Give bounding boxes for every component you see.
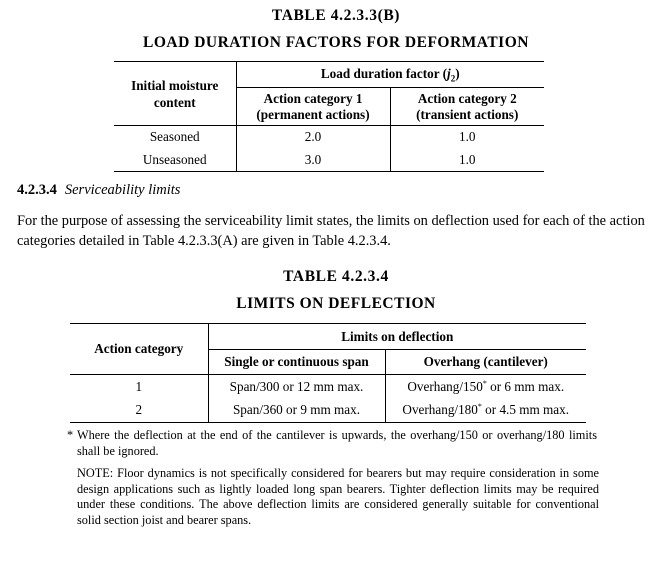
table-row [114, 126, 544, 149]
footnote-text: Where the deflection at the end of the cantilever is upwards, the overhang/150 or overhang/180 limits shall be ignored. [77, 428, 597, 458]
cell-overhang: Overhang/180* or 4.5 mm max. [385, 399, 586, 423]
cell-cat2: 1.0 [390, 126, 544, 149]
row-label: Unseasoned [114, 149, 236, 172]
table1-col2-header: Action category 2 (transient actions) [390, 88, 544, 126]
cell-span: Span/360 or 9 mm max. [208, 399, 385, 423]
table2-group-header: Limits on deflection [208, 324, 586, 350]
section-title: Serviceability limits [64, 182, 181, 198]
table2-col0-header: Action category [70, 324, 208, 375]
section-heading [17, 182, 180, 199]
table2-col2-header: Overhang (cantilever) [385, 350, 586, 375]
section-number: 4.2.3.4 [17, 182, 57, 198]
table2-note: NOTE: Floor dynamics is not specifically considered for bearers but may require consideration in some design applications such as lightly loaded long span bearers. Tighter deflection limits may be required under these conditions. The above deflection limits are considered generally suitable for conventional solid section joist and bearer spans. [77, 466, 599, 527]
table1 [114, 61, 544, 172]
row-category: 2 [70, 399, 208, 423]
cell-cat1: 3.0 [236, 149, 390, 172]
table-row [70, 399, 586, 423]
table2-col1-header: Single or continuous span [208, 350, 385, 375]
cell-cat1: 2.0 [236, 126, 390, 149]
table-row [70, 375, 586, 399]
table2-footnote [67, 428, 597, 459]
table1-title: LOAD DURATION FACTORS FOR DEFORMATION [143, 34, 529, 51]
row-category: 1 [135, 378, 143, 394]
table1-number: TABLE 4.2.3.3(B) [271, 7, 401, 24]
row-label: Seasoned [149, 129, 200, 145]
table2-title: LIMITS ON DEFLECTION [236, 295, 436, 312]
cell-cat2: 1.0 [390, 149, 544, 172]
table2-number: TABLE 4.2.3.4 [283, 268, 389, 285]
cell-span: Span/300 or 12 mm max. [208, 375, 385, 399]
section-paragraph: For the purpose of assessing the serviceability limit states, the limits on deflection used for each of the action categories detailed in Table 4.2.3.3(A) are given in Table 4.2.3.4. [17, 213, 645, 249]
table-row [114, 149, 544, 172]
table1-col1-header: Action category 1 (permanent actions) [236, 88, 390, 126]
footnote-mark: * [67, 428, 74, 442]
cell-overhang: Overhang/150* or 6 mm max. [385, 375, 586, 399]
table1-col0-header: Initial moisture content [114, 62, 236, 126]
table2 [70, 323, 586, 423]
table1-group-header: Load duration factor $(j_2)$ [236, 62, 544, 88]
